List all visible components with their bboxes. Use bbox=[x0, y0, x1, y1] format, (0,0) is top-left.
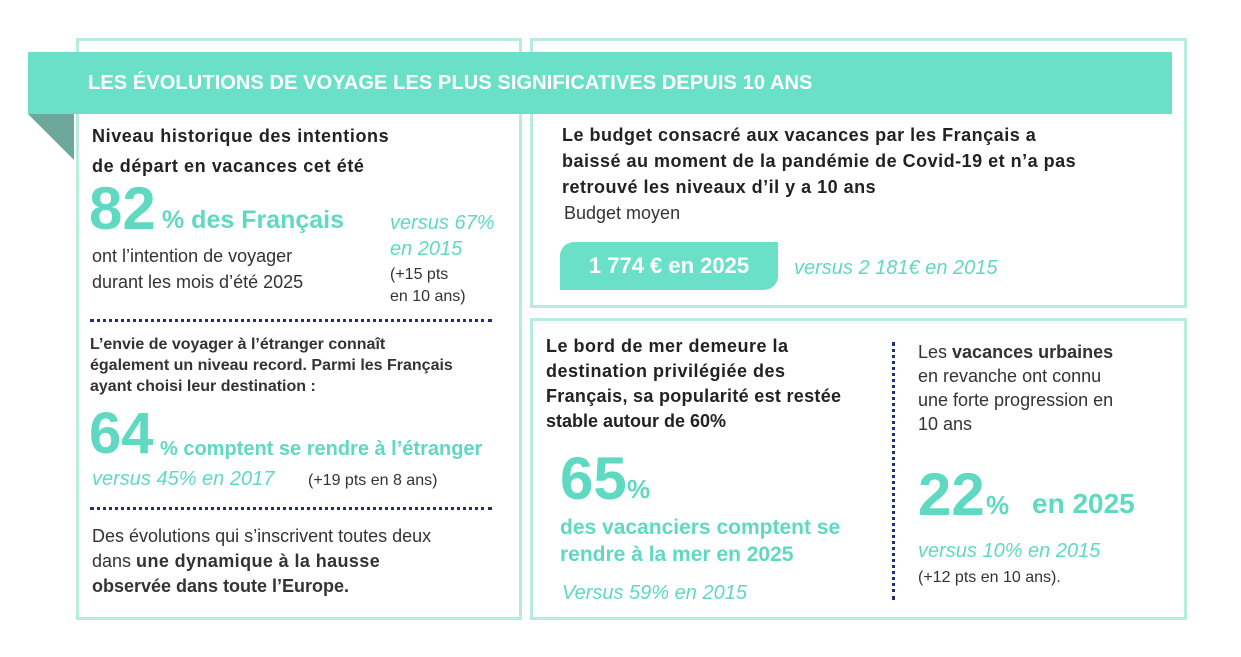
budget-heading-line1: Le budget consacré aux vacances par les Français a bbox=[562, 125, 1037, 145]
divider-left-2 bbox=[90, 507, 492, 510]
divider-right-vertical bbox=[892, 342, 895, 600]
divider-left-1 bbox=[90, 319, 492, 322]
sea-heading-line2: destination privilégiée des bbox=[546, 361, 786, 381]
urban-intro-line2: en revanche ont connu bbox=[918, 366, 1102, 386]
left-intro-line1: L’envie de voyager à l’étranger connaît bbox=[90, 336, 386, 353]
left-heading-line2: de départ en vacances cet été bbox=[92, 156, 365, 176]
stat-64-versus: versus 45% en 2017 bbox=[92, 468, 275, 490]
conclusion-line2-pre: dans bbox=[92, 551, 137, 571]
stat-82-delta-line1: (+15 pts bbox=[390, 266, 449, 283]
stat-22-delta: (+12 pts en 10 ans). bbox=[918, 569, 1061, 586]
left-intro-line3: ayant choisi leur destination : bbox=[90, 378, 316, 395]
left-intro-line2: également un niveau record. Parmi les Français bbox=[90, 357, 453, 374]
stat-65-desc-line1: des vacanciers comptent se bbox=[560, 516, 841, 539]
stat-82-desc-line2: durant les mois d’été 2025 bbox=[92, 272, 304, 292]
banner-fold bbox=[28, 114, 74, 160]
stat-82-desc-line1: ont l’intention de voyager bbox=[92, 246, 293, 266]
stat-22-suffix: % bbox=[986, 490, 1010, 520]
left-heading-line1: Niveau historique des intentions bbox=[92, 126, 390, 146]
stat-65-suffix: % bbox=[627, 474, 651, 504]
stat-64-suffix: % comptent se rendre à l’étranger bbox=[160, 438, 483, 460]
stat-65-number: 65 bbox=[560, 445, 627, 512]
budget-sublabel: Budget moyen bbox=[564, 203, 681, 223]
stat-22-number: 22 bbox=[918, 461, 985, 528]
stat-82-delta-line2: en 10 ans) bbox=[390, 288, 466, 305]
urban-intro-line1-pre: Les bbox=[918, 342, 953, 362]
stat-64-delta: (+19 pts en 8 ans) bbox=[308, 472, 438, 489]
budget-value-pill: 1 774 € en 2025 bbox=[560, 242, 778, 290]
conclusion-line3: observée dans toute l’Europe. bbox=[92, 576, 350, 596]
budget-heading-line2: baissé au moment de la pandémie de Covid-19 et n’a pas bbox=[562, 151, 1077, 171]
stat-22-versus: versus 10% en 2015 bbox=[918, 540, 1101, 562]
stat-82-versus-line2: en 2015 bbox=[390, 238, 463, 260]
banner-title: LES ÉVOLUTIONS DE VOYAGE LES PLUS SIGNIFICATIVES DEPUIS 10 ANS bbox=[28, 52, 1172, 114]
stat-82-versus-line1: versus 67% bbox=[390, 212, 495, 234]
stat-64-number: 64 bbox=[89, 401, 154, 466]
urban-intro-line4: 10 ans bbox=[918, 414, 973, 434]
urban-intro-line3: une forte progression en bbox=[918, 390, 1114, 410]
sea-heading-line4: stable autour de 60% bbox=[546, 411, 727, 431]
stat-82-suffix: % des Français bbox=[162, 206, 345, 234]
sea-heading-line1: Le bord de mer demeure la bbox=[546, 336, 789, 356]
budget-heading-line3: retrouvé les niveaux d’il y a 10 ans bbox=[562, 177, 877, 197]
sea-heading-line3: Français, sa popularité est restée bbox=[546, 386, 842, 406]
stat-65-versus: Versus 59% en 2015 bbox=[562, 582, 747, 604]
stat-65-desc-line2: rendre à la mer en 2025 bbox=[560, 543, 794, 566]
conclusion-line2 bbox=[92, 551, 380, 572]
stat-82-number: 82 bbox=[89, 175, 156, 242]
conclusion-line1: Des évolutions qui s’inscrivent toutes deux bbox=[92, 526, 432, 546]
conclusion-line2-bold: une dynamique à la hausse bbox=[136, 551, 381, 571]
stat-22-year: en 2025 bbox=[1032, 488, 1135, 519]
budget-versus: versus 2 181€ en 2015 bbox=[794, 257, 998, 279]
urban-intro-line1-bold: vacances urbaines bbox=[952, 342, 1114, 362]
urban-intro-line1 bbox=[918, 342, 1113, 363]
